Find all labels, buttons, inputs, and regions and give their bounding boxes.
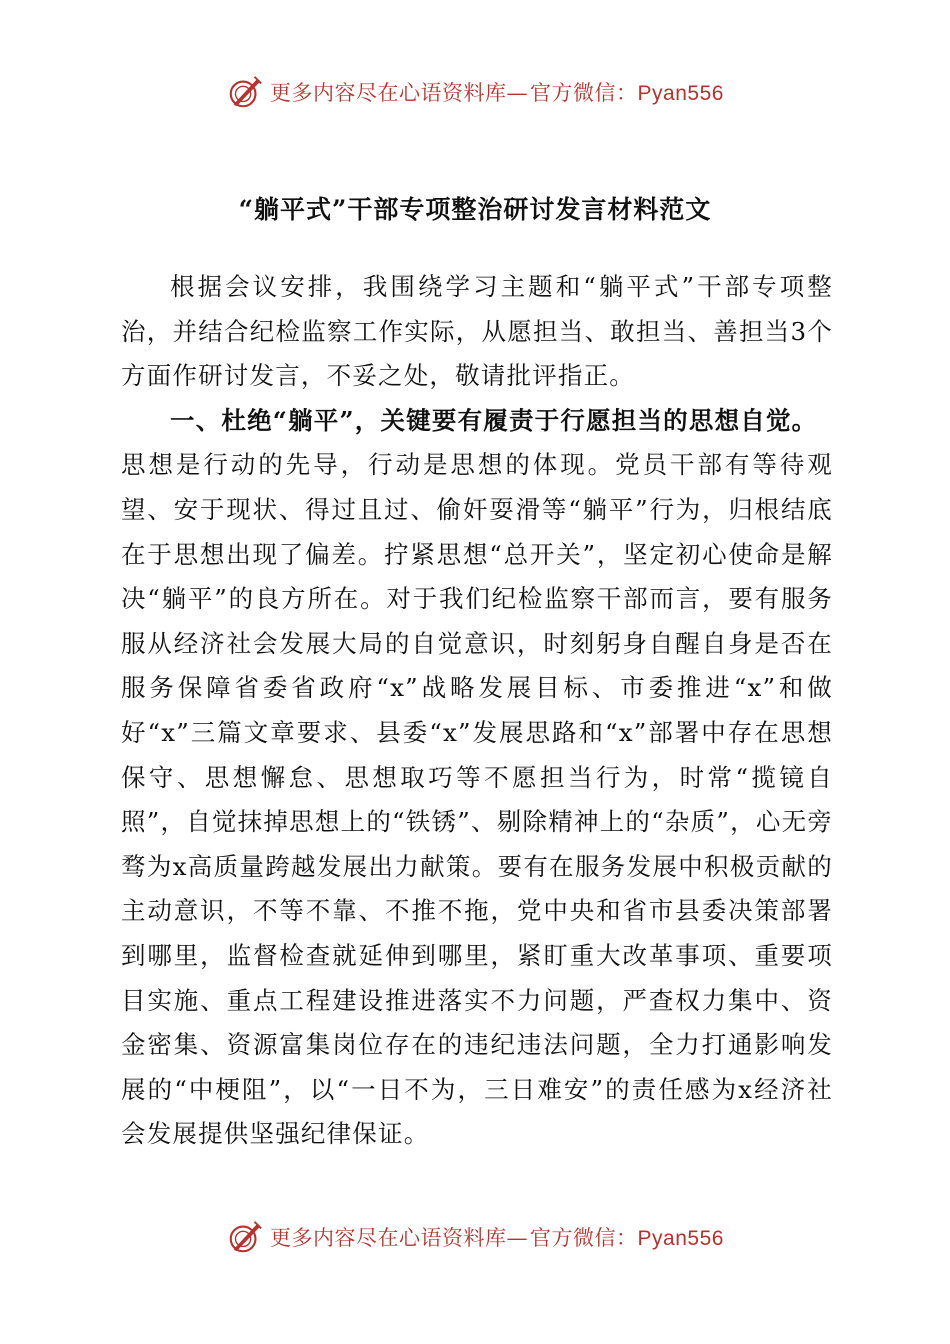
intro-paragraph: 根据会议安排，我围绕学习主题和“躺平式”干部专项整治，并结合纪检监察工作实际，从愿担当、敢担当、善担当3个方面作研讨发言，不妥之处，敬请批评指正。 xyxy=(121,272,833,391)
brand-logo-icon xyxy=(226,73,264,111)
section-1-heading: 一、杜绝“躺平”，关键要有履责于行愿担当的思想自觉。 xyxy=(170,405,818,435)
watermark-wechat-id: Pyan556 xyxy=(637,82,724,105)
watermark-wechat-label: 官方微信： xyxy=(530,81,638,105)
watermark-brand: 更多内容尽在心语资料库 xyxy=(270,1226,507,1250)
watermark-brand: 更多内容尽在心语资料库 xyxy=(270,81,507,105)
watermark-separator: — xyxy=(506,81,529,105)
document-title: “躺平式”干部专项整治研讨发言材料范文 xyxy=(238,195,712,224)
watermark-wechat-id: Pyan556 xyxy=(637,1227,724,1250)
section-1-paragraph xyxy=(121,399,833,444)
brand-logo-icon xyxy=(226,1218,264,1256)
header-watermark-banner xyxy=(0,68,950,116)
watermark-text xyxy=(270,1222,724,1252)
watermark-separator: — xyxy=(506,1226,529,1250)
document-body xyxy=(121,265,833,1157)
watermark-text xyxy=(270,77,724,107)
section-1-body: 思想是行动的先导，行动是思想的体现。党员干部有等待观望、安于现状、得过且过、偷奸耍滑等“躺平”行为，归根结底在于思想出现了偏差。拧紧思想“总开关”，坚定初心使命是解决“躺平”的良方所在。对于我们纪检监察干部而言，要有服务服从经济社会发展大局的自觉意识，时刻躬身自醒自身是否在服务保障省委省政府“x”战略发展目标、市委推进“x”和做好“x”三篇文章要求、县委“x”发展思路和“x”部署中存在思想保守、思想懈怠、思想取巧等不愿担当行为，时常“揽镜自照”，自觉抹掉思想上的“铁锈”、剔除精神上的“杂质”，心无旁骛为x高质量跨越发展出力献策。要有在服务发展中积极贡献的主动意识，不等不靠、不推不拖，党中央和省市县委决策部署到哪里，监督检查就延伸到哪里，紧盯重大改革事项、重要项目实施、重点工程建设推进落实不力问题，严查权力集中、资金密集、资源富集岗位存在的违纪违法问题，全力打通影响发展的“中梗阻”，以“一日不为，三日难安”的责任感为x经济社会发展提供坚强纪律保证。 xyxy=(121,450,833,1149)
watermark-wechat-label: 官方微信： xyxy=(530,1226,638,1250)
footer-watermark-banner xyxy=(0,1213,950,1261)
